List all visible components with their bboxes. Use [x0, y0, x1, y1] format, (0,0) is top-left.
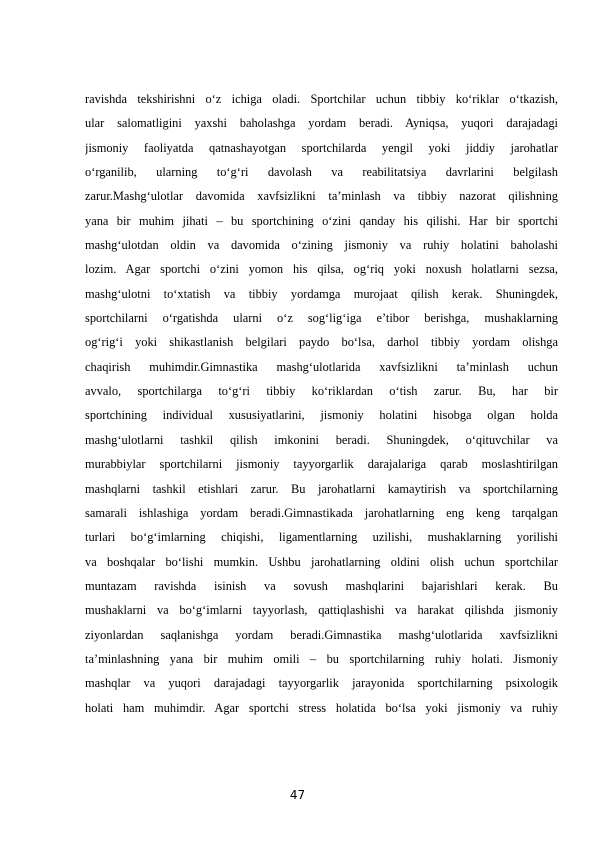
- text-line: murabbiylar sportchilarni jismoniy tayyorgarlik darajalariga qarab moslashtirilgan: [85, 457, 558, 472]
- body-text: [85, 87, 558, 720]
- text-line: samarali ishlashiga yordam beradi.Gimnastikada jarohatlarning eng keng tarqalgan: [85, 505, 558, 520]
- text-line: turlari bo‘g‘imlarning chiqishi, ligamentlarning uzilishi, mushaklarning yorilishi: [85, 530, 558, 545]
- text-line: ziyonlardan saqlanishga yordam beradi.Gimnastika mashg‘ulotlarida xavfsizlikni: [85, 627, 558, 642]
- text-line: mashg‘ulotlarni tashkil qilish imkonini beradi. Shuningdek, o‘qituvchilar va: [85, 432, 558, 447]
- text-line: mashqlarni tashkil etishlari zarur. Bu jarohatlarni kamaytirish va sportchilarning: [85, 481, 558, 496]
- text-line: ravishda tekshirishni o‘z ichiga oladi. Sportchilar uchun tibbiy ko‘riklar o‘tkazish,: [85, 92, 558, 106]
- text-line: yana bir muhim jihati – bu sportchining o‘zini qanday his qilishi. Har bir sportchi: [85, 213, 558, 228]
- text-line: lozim. Agar sportchi o‘zini yomon his qilsa, og‘riq yoki noxush holatlarni sezsa,: [85, 262, 558, 277]
- text-line: avvalo, sportchilarga to‘g‘ri tibbiy ko‘riklardan o‘tish zarur. Bu, har bir: [85, 384, 558, 399]
- text-line: zarur.Mashg‘ulotlar davomida xavfsizlikni ta’minlash va tibbiy nazorat qilishning: [85, 189, 558, 204]
- text-line: mushaklarni va bo‘g‘imlarni tayyorlash, qattiqlashishi va harakat qilishda jismoniy: [85, 603, 558, 618]
- text-line: chaqirish muhimdir.Gimnastika mashg‘ulotlarida xavfsizlikni ta’minlash uchun: [85, 359, 558, 374]
- text-line: va boshqalar bo‘lishi mumkin. Ushbu jarohatlarning oldini olish uchun sportchilar: [85, 554, 558, 569]
- text-line: og‘rig‘i yoki shikastlanish belgilari paydo bo‘lsa, darhol tibbiy yordam olishga: [85, 335, 558, 350]
- text-line: muntazam ravishda isinish va sovush mashqlarini bajarishlari kerak. Bu: [85, 578, 558, 593]
- text-line: ta’minlashning yana bir muhim omili – bu sportchilarning ruhiy holati. Jismoniy: [85, 651, 558, 666]
- text-line: sportchining individual xususiyatlarini, jismoniy holatini hisobga olgan holda: [85, 408, 558, 423]
- text-line: jismoniy faoliyatda qatnashayotgan sportchilarda yengil yoki jiddiy jarohatlar: [85, 140, 558, 155]
- text-line: ular salomatligini yaxshi baholashga yordam beradi. Ayniqsa, yuqori darajadagi: [85, 116, 558, 131]
- text-line: sportchilarni o‘rgatishda ularni o‘z sog‘lig‘iga e’tibor berishga, mushaklarning: [85, 311, 558, 326]
- text-line: o‘rganilib, ularning to‘g‘ri davolash va reabilitatsiya davrlarini belgilash: [85, 165, 558, 180]
- text-line: mashg‘ulotni to‘xtatish va tibbiy yordamga murojaat qilish kerak. Shuningdek,: [85, 286, 558, 301]
- text-line: holati ham muhimdir. Agar sportchi stress holatida bo‘lsa yoki jismoniy va ruhiy: [85, 700, 558, 715]
- text-line: mashg‘ulotdan oldin va davomida o‘zining jismoniy va ruhiy holatini baholashi: [85, 238, 558, 253]
- page-number: 47: [289, 788, 306, 802]
- text-line: mashqlar va yuqori darajadagi tayyorgarlik jarayonida sportchilarning psixologik: [85, 676, 558, 691]
